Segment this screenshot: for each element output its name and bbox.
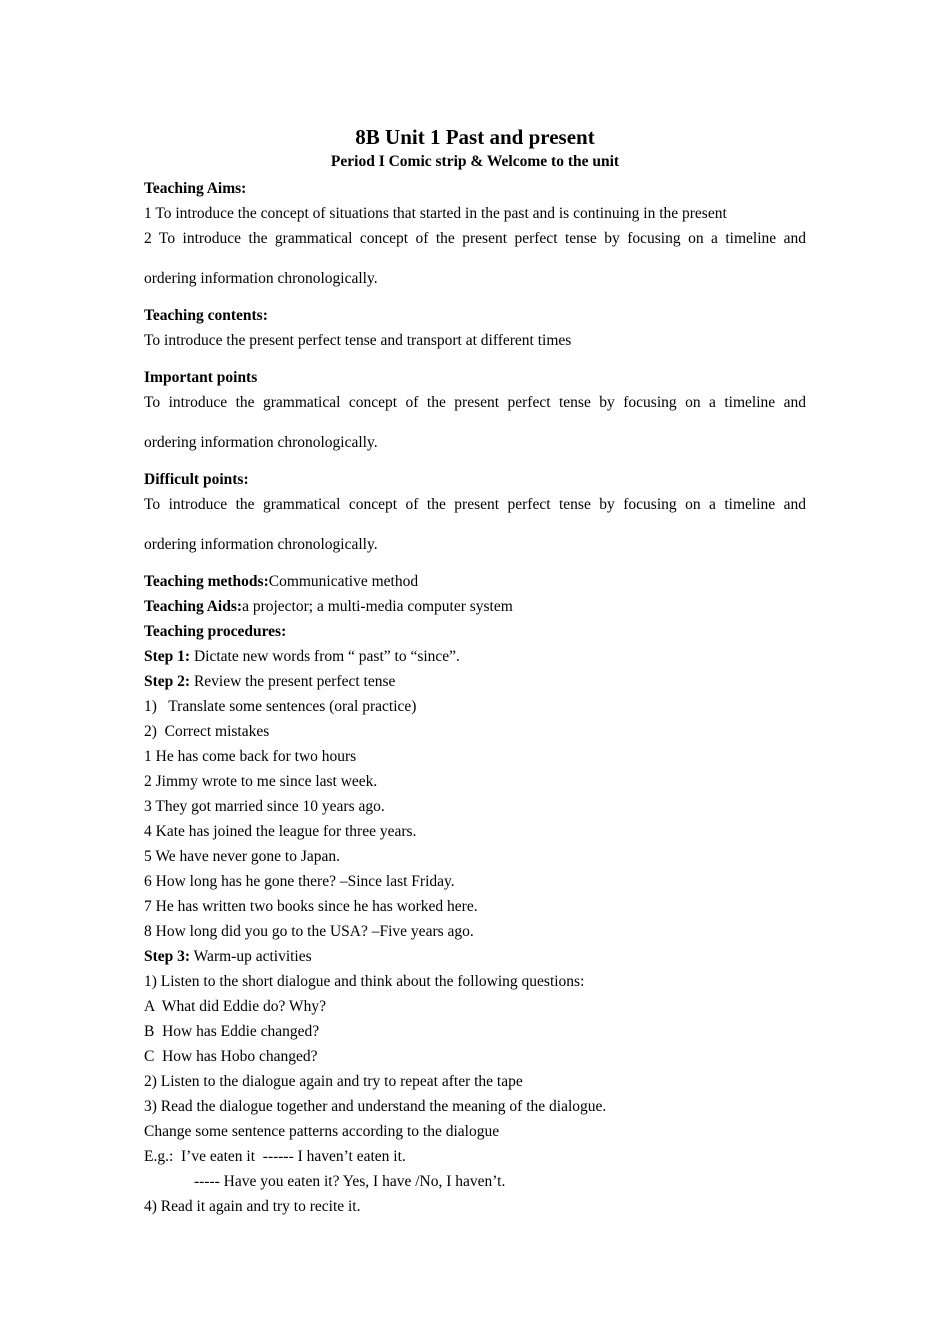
mistake-item: 1 He has come back for two hours	[144, 748, 357, 765]
step-3-line: C How has Hobo changed?	[144, 1048, 318, 1065]
contents-heading: Teaching contents:	[144, 307, 268, 324]
step-2	[144, 669, 806, 694]
teaching-aids-value: a projector; a multi-media computer system	[242, 598, 513, 615]
step-3-label: Step 3:	[144, 948, 191, 965]
step-2-sub-2: 2) Correct mistakes	[144, 723, 270, 740]
mistake-item: 8 How long did you go to the USA? –Five years ago.	[144, 923, 474, 940]
step-1-label: Step 1:	[144, 648, 191, 665]
step-3-last: 4) Read it again and try to recite it.	[144, 1198, 361, 1215]
aims-item-1: 1 To introduce the concept of situations that started in the past and is continuing in the present	[144, 205, 727, 222]
step-2-label: Step 2:	[144, 673, 191, 690]
difficult-heading: Difficult points:	[144, 471, 249, 488]
teaching-methods	[144, 569, 806, 594]
teaching-methods-value: Communicative method	[268, 573, 419, 590]
teaching-aids-label: Teaching Aids:	[144, 598, 243, 615]
important-line-1: To introduce the grammatical concept of the present perfect tense by focusing on a timeline and	[144, 394, 806, 411]
mistake-item: 6 How long has he gone there? –Since last Friday.	[144, 873, 455, 890]
important-heading: Important points	[144, 369, 258, 386]
step-1	[144, 644, 806, 669]
step-3-line: Change some sentence patterns according to the dialogue	[144, 1123, 500, 1140]
step-3-line: B How has Eddie changed?	[144, 1023, 320, 1040]
mistake-item: 7 He has written two books since he has worked here.	[144, 898, 478, 915]
document-body	[144, 122, 806, 1219]
important-line-2: ordering information chronologically.	[144, 434, 378, 451]
difficult-line-2: ordering information chronologically.	[144, 536, 378, 553]
aims-heading: Teaching Aims:	[144, 180, 247, 197]
step-3-text: Warm-up activities	[190, 948, 312, 965]
mistake-item: 4 Kate has joined the league for three years.	[144, 823, 417, 840]
aims-item-2-line-2: ordering information chronologically.	[144, 270, 378, 287]
teaching-aids	[144, 594, 806, 619]
teaching-methods-label: Teaching methods:	[144, 573, 269, 590]
mistake-item: 3 They got married since 10 years ago.	[144, 798, 385, 815]
mistake-item: 2 Jimmy wrote to me since last week.	[144, 773, 378, 790]
step-1-text: Dictate new words from “ past” to “since”.	[190, 648, 460, 665]
procedures-heading: Teaching procedures:	[144, 623, 287, 640]
step-2-sub-1: 1) Translate some sentences (oral practice)	[144, 698, 417, 715]
contents-text: To introduce the present perfect tense and transport at different times	[144, 332, 572, 349]
step-3-line: 3) Read the dialogue together and understand the meaning of the dialogue.	[144, 1098, 607, 1115]
mistake-item: 5 We have never gone to Japan.	[144, 848, 341, 865]
step-2-text: Review the present perfect tense	[190, 673, 396, 690]
step-3-line: 2) Listen to the dialogue again and try to repeat after the tape	[144, 1073, 523, 1090]
document-title: 8B Unit 1 Past and present	[355, 125, 595, 149]
document-subtitle: Period I Comic strip & Welcome to the unit	[330, 153, 620, 170]
aims-item-2-line-1: 2 To introduce the grammatical concept of the present perfect tense by focusing on a timeline and	[144, 230, 806, 247]
step-3-line: A What did Eddie do? Why?	[144, 998, 326, 1015]
step-3	[144, 944, 806, 969]
step-3-example-2: ----- Have you eaten it? Yes, I have /No, I haven’t.	[194, 1173, 506, 1190]
step-3-line: 1) Listen to the short dialogue and think about the following questions:	[144, 973, 585, 990]
step-3-line: E.g.: I’ve eaten it ------ I haven’t eaten it.	[144, 1148, 406, 1165]
difficult-line-1: To introduce the grammatical concept of the present perfect tense by focusing on a timeline and	[144, 496, 806, 513]
